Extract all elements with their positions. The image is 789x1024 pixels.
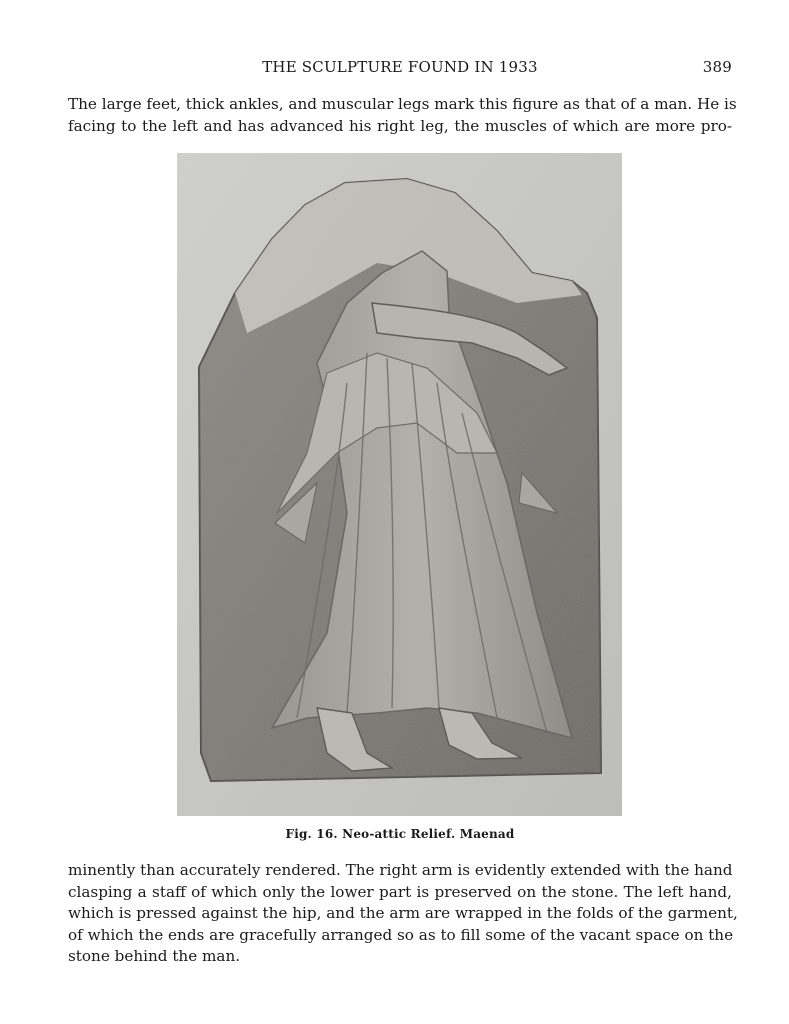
paragraph-2-line: minently than accurately rendered. The right arm is evidently extended with the hand	[68, 861, 733, 879]
relief-image	[177, 153, 622, 816]
paragraph-1-line: The large feet, thick ankles, and muscular legs mark this figure as that of a man. He is	[68, 95, 737, 113]
paragraph-2-line: which is pressed against the hip, and the arm are wrapped in the folds of the garment,	[68, 904, 738, 922]
running-head	[68, 58, 732, 80]
relief-photograph	[177, 153, 622, 816]
paragraph-1	[68, 94, 737, 137]
paragraph-2-line: of which the ends are gracefully arranged so as to fill some of the vacant space on the	[68, 925, 734, 944]
running-title: THE SCULPTURE FOUND IN 1933	[262, 58, 538, 76]
paragraph-2	[68, 860, 738, 968]
paragraph-2-line: stone behind the man.	[68, 947, 241, 965]
page-number: 389	[702, 58, 732, 76]
paragraph-1-line: facing to the left and has advanced his right leg, the muscles of which are more pro-	[68, 116, 732, 135]
paragraph-2-line: clasping a staff of which only the lower part is preserved on the stone. The left hand,	[68, 882, 732, 901]
figure-caption: Fig. 16. Neo-attic Relief. Maenad	[285, 827, 515, 841]
